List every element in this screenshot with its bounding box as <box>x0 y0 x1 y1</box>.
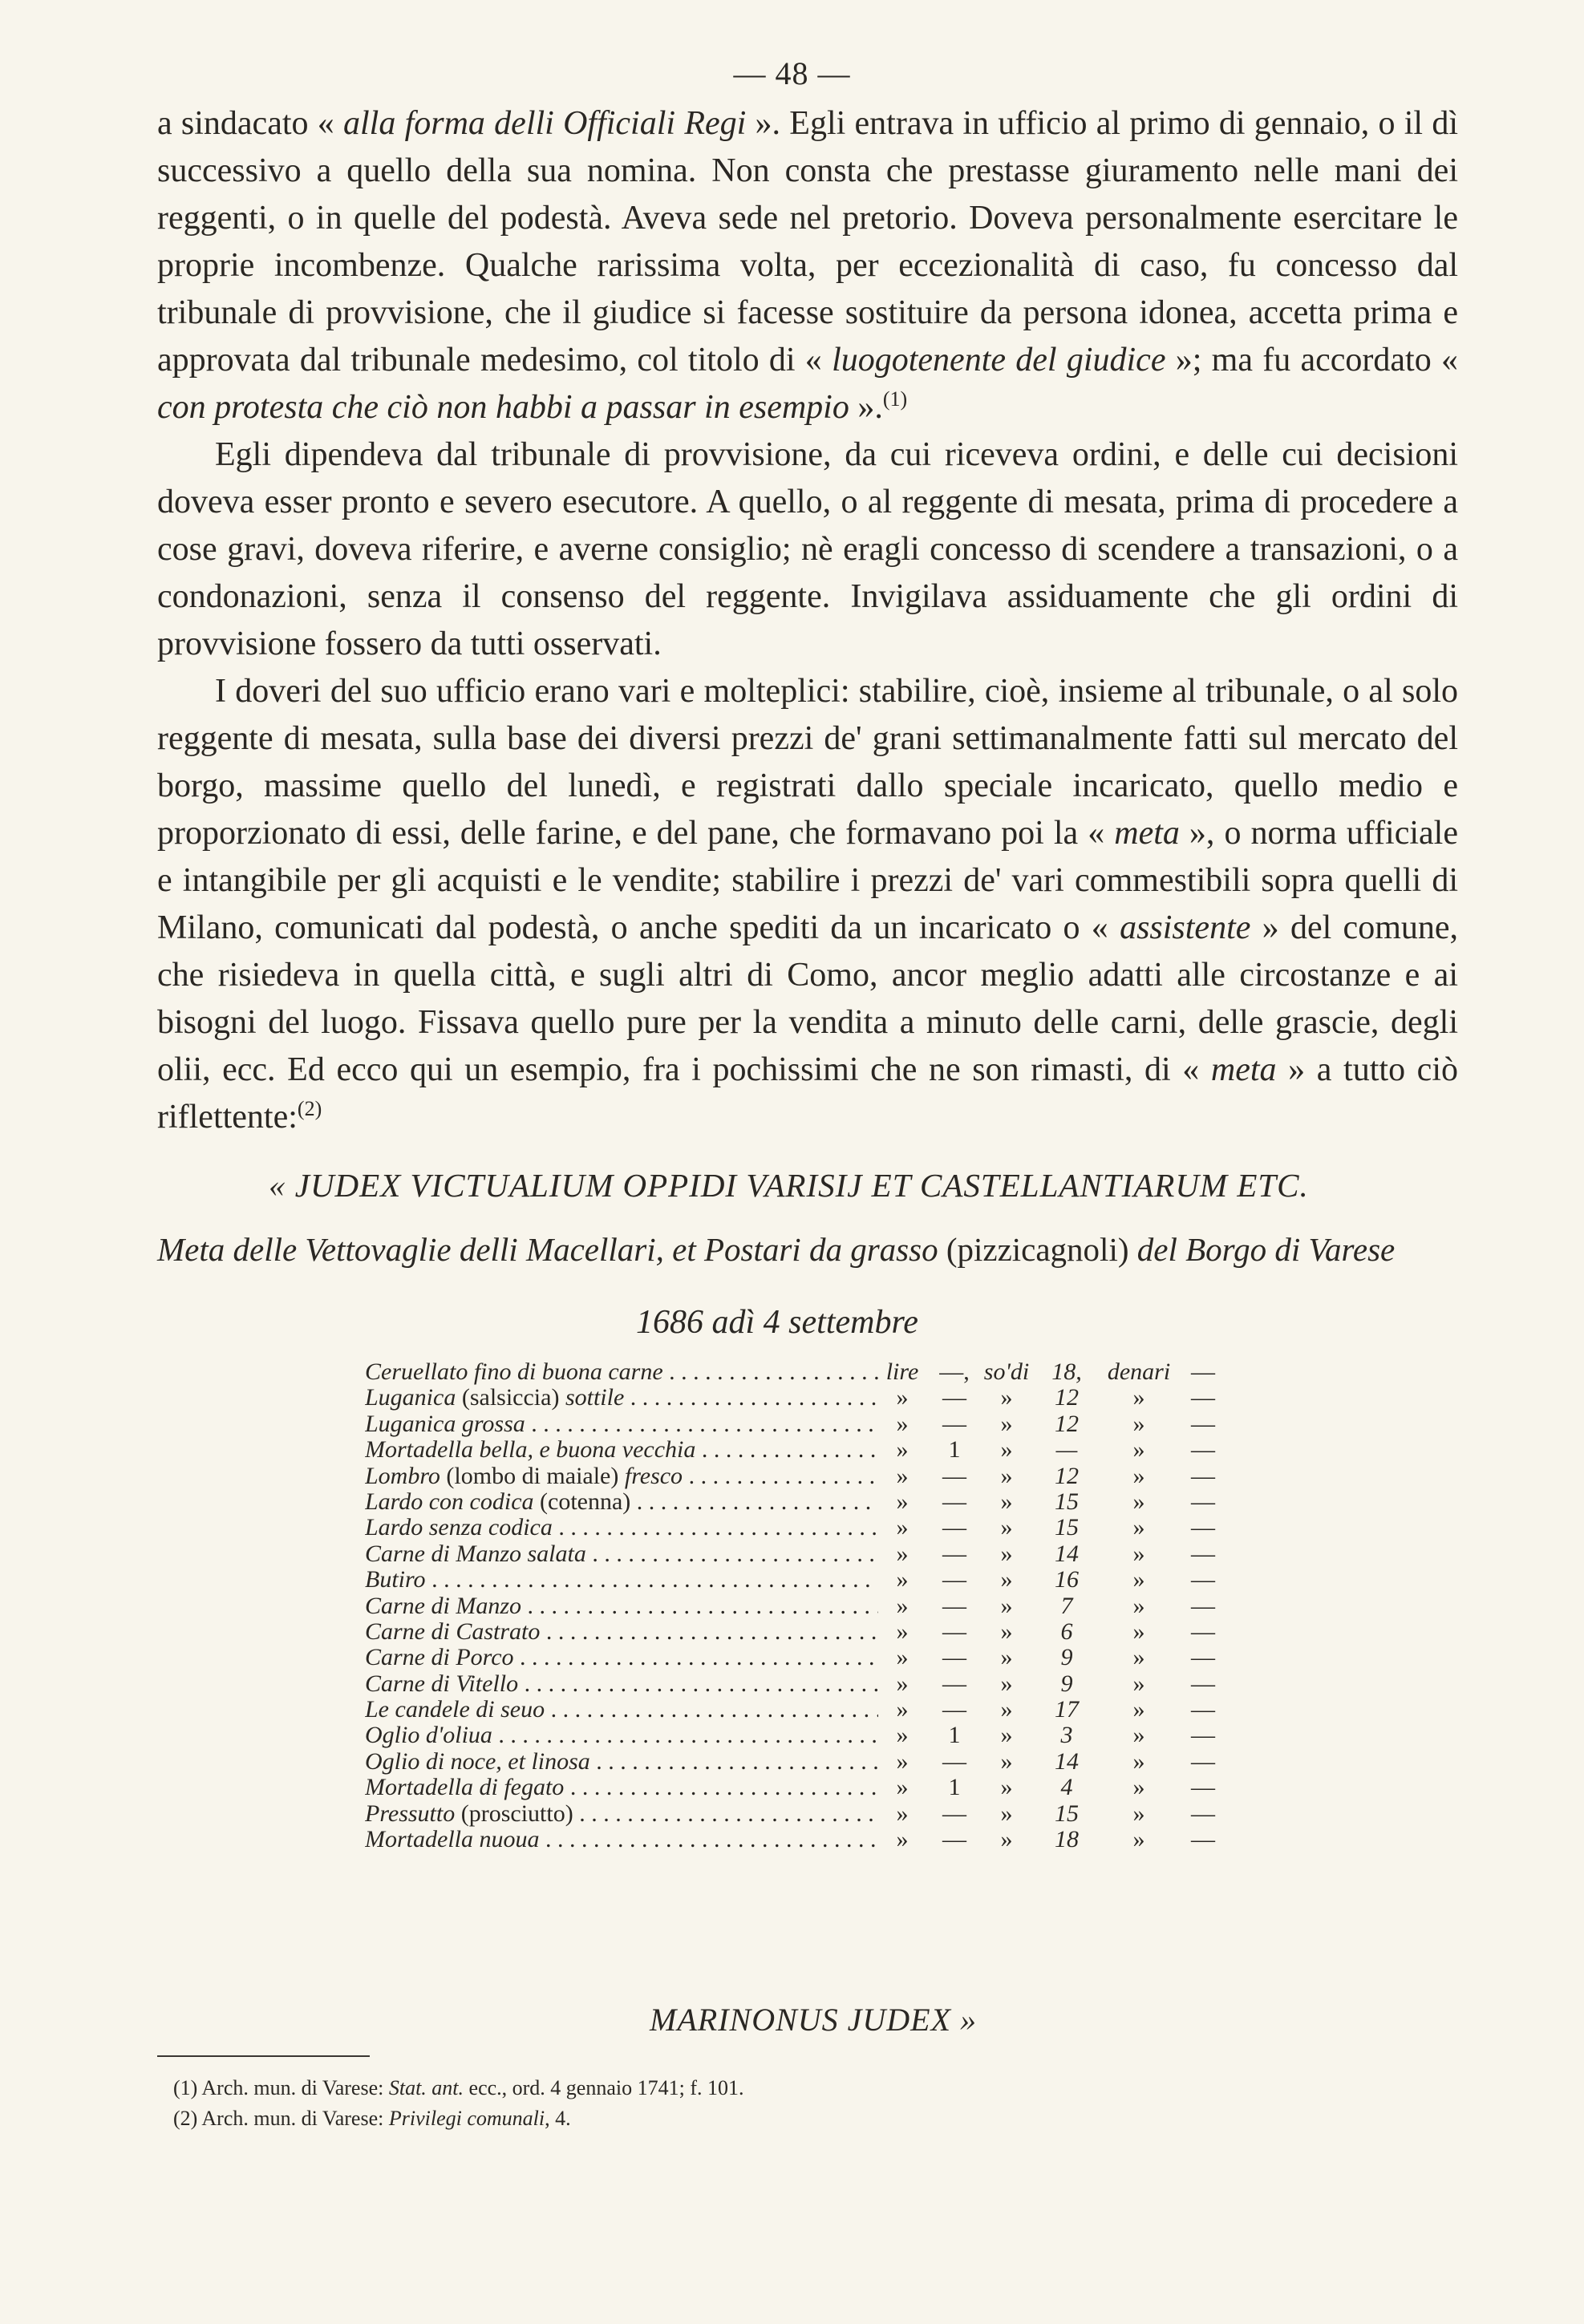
currency-mark: » <box>1132 1436 1145 1464</box>
document-subtitle <box>157 1229 1458 1270</box>
currency-mark: » <box>1000 1747 1013 1775</box>
currency-mark: » <box>1000 1566 1013 1593</box>
item-name-part: Oglio di noce, et linosa <box>365 1748 590 1775</box>
denari-value: — <box>1191 1670 1215 1697</box>
currency-mark: » <box>1132 1774 1145 1801</box>
footnote-reference: (1) <box>882 387 908 411</box>
currency-mark: » <box>1132 1488 1145 1515</box>
lire-value: — <box>942 1488 966 1515</box>
text-span: Stat. ant. <box>388 2076 464 2099</box>
price-row <box>365 1541 1231 1567</box>
price-row <box>365 1437 1231 1463</box>
currency-mark: » <box>1000 1826 1013 1853</box>
denari-value: — <box>1191 1800 1215 1827</box>
currency-mark: » <box>1132 1617 1145 1645</box>
currency-mark: » <box>1132 1747 1145 1775</box>
currency-mark: » <box>1132 1566 1145 1593</box>
item-name <box>365 1671 878 1697</box>
text-span: »; ma fu accordato « <box>1165 342 1458 379</box>
soldi-value: 17 <box>1055 1696 1079 1723</box>
price-row <box>365 1749 1231 1775</box>
currency-mark: » <box>896 1384 909 1411</box>
item-name <box>365 1827 878 1852</box>
currency-mark: » <box>1000 1774 1013 1801</box>
soldi-value: 18 <box>1055 1826 1079 1853</box>
item-name-part: Carne di Manzo <box>365 1593 521 1619</box>
lire-value: — <box>942 1566 966 1593</box>
item-name-part: Luganica grossa <box>365 1411 525 1437</box>
currency-mark: » <box>1000 1696 1013 1723</box>
soldi-value: 16 <box>1055 1566 1079 1593</box>
document-date: 1686 adì 4 settembre <box>636 1304 918 1341</box>
lire-value: — <box>942 1617 966 1645</box>
item-name-part: Mortadella bella, e buona vecchia <box>365 1437 696 1464</box>
text-span: meta <box>1114 815 1180 852</box>
item-name <box>365 1645 878 1670</box>
text-span: Meta delle Vettovaglie delli Macellari, et Postari da grasso <box>157 1231 938 1268</box>
item-name <box>365 1385 878 1411</box>
currency-mark: » <box>1000 1410 1013 1437</box>
price-list <box>365 1359 1231 1852</box>
currency-mark: » <box>1000 1617 1013 1645</box>
price-row <box>365 1567 1231 1593</box>
lire-value: — <box>942 1747 966 1775</box>
footnote-reference: (2) <box>297 1097 322 1120</box>
currency-mark: » <box>896 1592 909 1619</box>
item-name-part: Mortadella nuoua <box>365 1827 540 1853</box>
item-name <box>365 1619 878 1645</box>
soldi-value: 9 <box>1060 1644 1073 1671</box>
item-name <box>365 1801 878 1827</box>
price-row <box>365 1775 1231 1800</box>
text-span: Egli dipendeva dal tribunale di provvisione, da cui riceveva ordini, e delle cui decisioni doveva esser pronto e severo esecutore. A quello, o al reggente di mesata, prima di procedere a cose gravi, doveva riferire, e averne consiglio; nè eragli concesso di scendere a transazioni, o a condonazioni, senza il consenso del reggente. Invigilava assiduamente che gli ordini di provvisione fossero da tutti osservati. <box>157 436 1458 662</box>
soldi-value: 12 <box>1055 1462 1079 1489</box>
currency-mark: » <box>896 1410 909 1437</box>
soldi-value: 12 <box>1055 1410 1079 1437</box>
lire-value: — <box>942 1644 966 1671</box>
denari-value: — <box>1191 1774 1215 1801</box>
soldi-value: 7 <box>1060 1592 1073 1619</box>
currency-mark: » <box>896 1566 909 1593</box>
text-span: alla forma delli Officiali Regi <box>343 105 747 142</box>
item-name-part: Pressutto <box>365 1800 461 1827</box>
price-row <box>365 1515 1231 1541</box>
price-row <box>365 1801 1231 1827</box>
currency-mark: » <box>1132 1592 1145 1619</box>
item-name-part: Oglio d'oliua <box>365 1723 492 1749</box>
footnote <box>173 2103 1296 2134</box>
lire-value: — <box>942 1514 966 1541</box>
text-span: Privilegi comunali <box>388 2107 545 2130</box>
item-gloss: (prosciutto) <box>460 1800 573 1827</box>
currency-mark: » <box>1000 1436 1013 1464</box>
item-gloss: (salsiccia) <box>461 1385 560 1411</box>
paragraph <box>157 431 1458 668</box>
price-row <box>365 1827 1231 1852</box>
soldi-value: 15 <box>1055 1800 1079 1827</box>
item-name-part: Carne di Manzo salata <box>365 1541 586 1567</box>
footnote <box>173 2073 1296 2103</box>
item-name <box>365 1775 878 1800</box>
soldi-value: 6 <box>1060 1617 1073 1645</box>
currency-mark: » <box>896 1774 909 1801</box>
currency-soldi: so'di <box>983 1358 1030 1385</box>
lire-value: — <box>942 1826 966 1853</box>
body-text <box>157 100 1458 1141</box>
currency-mark: » <box>1132 1800 1145 1827</box>
lire-value: — <box>942 1462 966 1489</box>
lire-value: —, <box>939 1358 970 1385</box>
item-name <box>365 1697 878 1723</box>
currency-mark: » <box>896 1826 909 1853</box>
item-name <box>365 1541 878 1567</box>
denari-value: — <box>1191 1540 1215 1567</box>
soldi-value: 18, <box>1051 1358 1082 1385</box>
item-name-part: fresco <box>618 1463 683 1489</box>
denari-value: — <box>1191 1644 1215 1671</box>
currency-mark: » <box>1132 1514 1145 1541</box>
text-span: , 4. <box>545 2107 571 2130</box>
text-span: ». <box>849 389 883 426</box>
currency-mark: » <box>1132 1826 1145 1853</box>
text-span: luogotenente del giudice <box>832 342 1166 379</box>
item-name <box>365 1437 878 1463</box>
denari-value: — <box>1191 1747 1215 1775</box>
currency-mark: » <box>1000 1722 1013 1749</box>
item-name <box>365 1567 878 1593</box>
item-name <box>365 1489 878 1515</box>
denari-value: — <box>1191 1436 1215 1464</box>
text-span: I doveri del suo ufficio erano vari e molteplici: stabilire, cioè, insieme al tribunale, o al solo reggente di mesata, sulla base dei diversi prezzi de' grani settimanalmente fatti sul mercato del borgo, massime quello del lunedì, e registrati dallo speciale incaricato, quello medio e proporzionato di essi, delle farine, e del pane, che formavano poi la « <box>157 673 1458 852</box>
price-list-header-row <box>365 1359 1231 1385</box>
price-row <box>365 1411 1231 1437</box>
price-row <box>365 1489 1231 1515</box>
footnotes <box>173 2073 1296 2134</box>
currency-mark: » <box>1132 1540 1145 1567</box>
page-number: — 48 — <box>733 55 851 91</box>
currency-mark: » <box>1132 1384 1145 1411</box>
footnote-rule <box>157 2055 370 2057</box>
currency-mark: » <box>1000 1384 1013 1411</box>
currency-mark: » <box>1000 1462 1013 1489</box>
currency-mark: » <box>1132 1462 1145 1489</box>
currency-mark: » <box>896 1488 909 1515</box>
soldi-value: 15 <box>1055 1488 1079 1515</box>
currency-denari: denari <box>1107 1358 1171 1385</box>
denari-value: — <box>1191 1358 1215 1385</box>
currency-mark: » <box>1132 1696 1145 1723</box>
denari-value: — <box>1191 1462 1215 1489</box>
text-span: » a tutto ciò riflettente: <box>157 1051 1458 1136</box>
soldi-value: 3 <box>1060 1722 1073 1749</box>
item-name-part: sottile <box>559 1385 625 1411</box>
denari-value: — <box>1191 1592 1215 1619</box>
currency-mark: » <box>1000 1800 1013 1827</box>
item-name <box>365 1464 878 1489</box>
denari-value: — <box>1191 1696 1215 1723</box>
document-heading: « JUDEX VICTUALIUM OPPIDI VARISIJ ET CASTELLANTIARUM ETC. <box>269 1167 1309 1204</box>
lire-value: — <box>942 1384 966 1411</box>
text-span: (pizzicagnoli) <box>938 1231 1137 1268</box>
soldi-value: 4 <box>1060 1774 1073 1801</box>
item-name-part: Carne di Porco <box>365 1645 514 1671</box>
text-span: del Borgo di Varese <box>1136 1231 1396 1268</box>
currency-mark: » <box>896 1800 909 1827</box>
currency-mark: » <box>1000 1644 1013 1671</box>
denari-value: — <box>1191 1514 1215 1541</box>
item-gloss: (cotenna) <box>540 1488 631 1515</box>
currency-mark: » <box>896 1670 909 1697</box>
item-name-part: Le candele di seuo <box>365 1697 545 1723</box>
soldi-value: 15 <box>1055 1514 1079 1541</box>
currency-mark: » <box>1000 1670 1013 1697</box>
denari-value: — <box>1191 1826 1215 1853</box>
currency-mark: » <box>1132 1670 1145 1697</box>
denari-value: — <box>1191 1410 1215 1437</box>
text-span: ». Egli entrava in ufficio al primo di gennaio, o il dì successivo a quello della sua nomina. Non consta che prestasse giuramento nelle mani dei reggenti, o in quelle del podestà. Aveva sede nel pretorio. Doveva personalmente esercitare le proprie incombenze. Qualche rarissima volta, per eccezionalità di caso, fu concesso dal tribunale di provvisione, che il giudice si facesse sostituire da persona idonea, accetta prima e approvata dal tribunale medesimo, col titolo di « <box>157 105 1458 379</box>
item-name <box>365 1593 878 1619</box>
currency-mark: » <box>1132 1722 1145 1749</box>
item-name: Ceruellato fino di buona carne . . . <box>365 1359 878 1385</box>
currency-mark: » <box>1132 1644 1145 1671</box>
item-name-part: Lombro <box>365 1463 447 1489</box>
text-span: a sindacato « <box>157 105 343 142</box>
denari-value: — <box>1191 1384 1215 1411</box>
currency-mark: » <box>896 1696 909 1723</box>
soldi-value: 9 <box>1060 1670 1073 1697</box>
denari-value: — <box>1191 1617 1215 1645</box>
currency-mark: » <box>1000 1592 1013 1619</box>
document-signature: MARINONUS JUDEX » <box>650 2002 978 2038</box>
currency-mark: » <box>1132 1410 1145 1437</box>
item-name-part: Lardo senza codica <box>365 1515 553 1541</box>
currency-mark: » <box>896 1462 909 1489</box>
paragraph <box>157 100 1458 431</box>
currency-mark: » <box>896 1722 909 1749</box>
lire-value: — <box>942 1696 966 1723</box>
text-span: con protesta che ciò non habbi a passar in esempio <box>157 389 849 426</box>
lire-value: — <box>942 1592 966 1619</box>
soldi-value: 14 <box>1055 1747 1079 1775</box>
text-span: assistente <box>1120 909 1251 946</box>
paragraph <box>157 668 1458 1141</box>
text-span: », o norma ufficiale e intangibile per gli acquisti e le vendite; stabilire i prezzi de' vari commestibili sopra quelli di Milano, comunicati dal podestà, o anche spediti da un incaricato o « <box>157 815 1458 946</box>
currency-mark: » <box>1000 1514 1013 1541</box>
item-name <box>365 1411 878 1437</box>
price-row <box>365 1619 1231 1645</box>
currency-mark: » <box>896 1617 909 1645</box>
currency-mark: » <box>896 1436 909 1464</box>
item-name-part: Carne di Castrato <box>365 1618 541 1645</box>
currency-lire: lire <box>885 1358 919 1385</box>
price-row <box>365 1385 1231 1411</box>
currency-mark: » <box>896 1514 909 1541</box>
currency-mark: » <box>896 1644 909 1671</box>
denari-value: — <box>1191 1722 1215 1749</box>
item-gloss: (lombo di maiale) <box>446 1463 619 1489</box>
denari-value: — <box>1191 1488 1215 1515</box>
item-name-part: Butiro <box>365 1567 426 1593</box>
soldi-value: 14 <box>1055 1540 1079 1567</box>
lire-value: — <box>942 1670 966 1697</box>
price-row <box>365 1645 1231 1670</box>
lire-value: — <box>942 1540 966 1567</box>
price-row <box>365 1697 1231 1723</box>
lire-value: 1 <box>948 1722 961 1749</box>
lire-value: — <box>942 1800 966 1827</box>
price-row <box>365 1723 1231 1748</box>
text-span: » del comune, che risiedeva in quella città, e sugli altri di Como, ancor meglio adatti alle circostanze e ai bisogni del luogo. Fissava quello pure per la vendita a minuto delle carni, delle grascie, degli olii, ecc. Ed ecco qui un esempio, fra i pochissimi che ne son rimasti, di « <box>157 909 1459 1088</box>
text-span: (1) Arch. mun. di Varese: <box>173 2076 389 2099</box>
price-row <box>365 1671 1231 1697</box>
text-span: meta <box>1210 1051 1277 1088</box>
item-name-part: Mortadella di fegato <box>365 1775 565 1801</box>
currency-mark: » <box>1000 1540 1013 1567</box>
soldi-value: 12 <box>1055 1384 1079 1411</box>
item-name-part: Carne di Vitello <box>365 1670 519 1697</box>
denari-value: — <box>1191 1566 1215 1593</box>
soldi-value: — <box>1055 1436 1078 1464</box>
price-row <box>365 1593 1231 1619</box>
lire-value: — <box>942 1410 966 1437</box>
currency-mark: » <box>896 1747 909 1775</box>
price-row <box>365 1464 1231 1489</box>
lire-value: 1 <box>948 1774 961 1801</box>
text-span: (2) Arch. mun. di Varese: <box>173 2107 389 2130</box>
text-span: ecc., ord. 4 gennaio 1741; f. 101. <box>464 2076 744 2099</box>
item-name <box>365 1515 878 1541</box>
currency-mark: » <box>896 1540 909 1567</box>
item-name-part: Lardo con codica <box>365 1488 541 1515</box>
item-name <box>365 1749 878 1775</box>
item-name-part: Luganica <box>365 1385 462 1411</box>
lire-value: 1 <box>948 1436 961 1464</box>
currency-mark: » <box>1000 1488 1013 1515</box>
item-name <box>365 1723 878 1748</box>
